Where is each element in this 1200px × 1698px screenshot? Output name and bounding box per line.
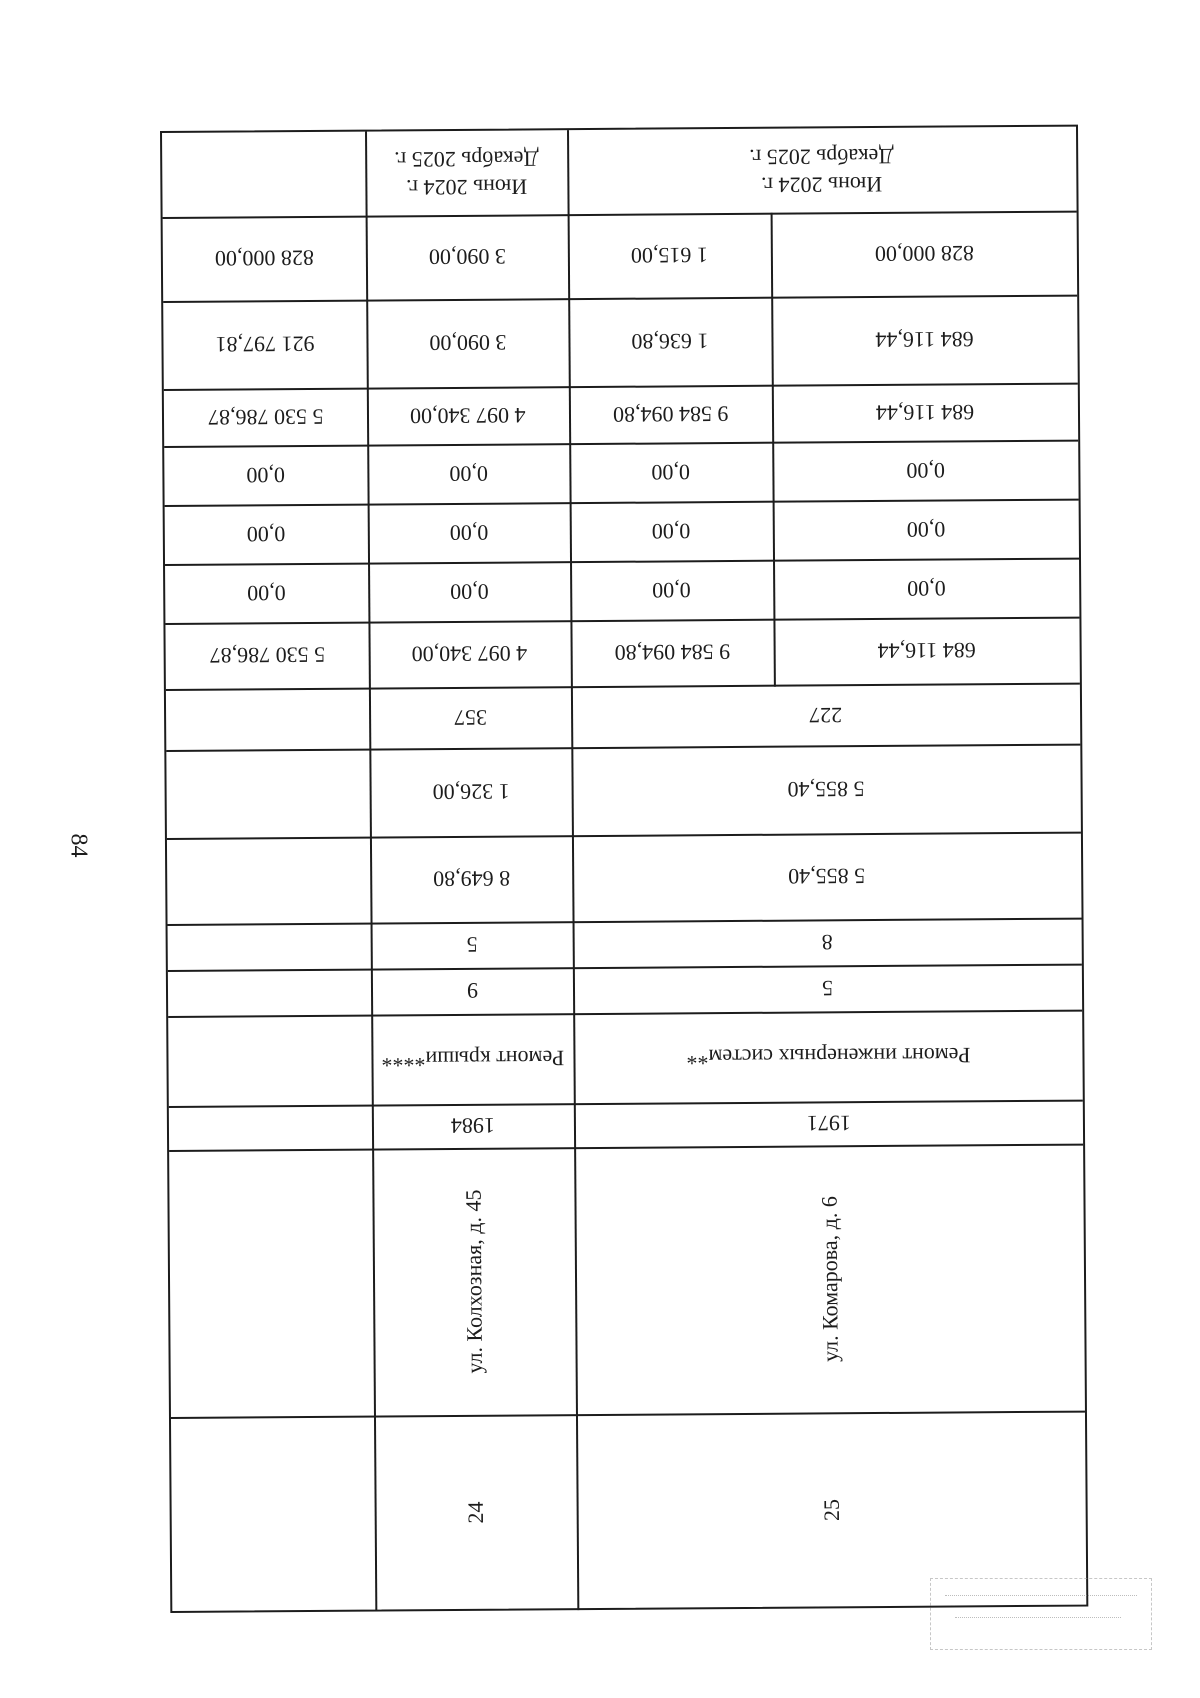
sum-r5-c3: 0,00 <box>651 518 691 544</box>
sum-r4-c2: 0,00 <box>449 460 488 487</box>
sum-r2-c2: 3 090,00 <box>428 330 507 356</box>
b24-address: ул. Колхозная, д. 45 <box>460 1189 487 1374</box>
b25-work-type: Ремонт инженерных систем** <box>685 1043 971 1071</box>
sum-r1-c3: 1 615,00 <box>630 242 708 269</box>
b24-area-total: 8 649,80 <box>432 866 510 892</box>
sum-r2-c3: 1 636,80 <box>631 328 709 355</box>
sum-r3-c4: 684 116,44 <box>875 399 975 426</box>
b25-year: 1971 <box>806 1110 851 1137</box>
sum-r3-c1: 5 530 786,87 <box>207 404 324 430</box>
b25-entrances: 8 <box>821 930 833 956</box>
stamp-mark <box>930 1578 1152 1650</box>
sum-r5-c1: 0,00 <box>246 521 286 547</box>
sum-r1-c1: 828 000,00 <box>214 245 314 272</box>
sum-r2-c1: 921 797,81 <box>215 331 315 358</box>
sum-r6-c1: 0,00 <box>247 580 287 606</box>
sum-r7-c1: 5 530 786,87 <box>209 642 326 669</box>
b25-number: 25 <box>818 1499 844 1522</box>
works-table <box>160 125 1088 1613</box>
sum-r4-c1: 0,00 <box>246 462 286 488</box>
b24-number: 24 <box>462 1501 488 1524</box>
sum-r6-c3: 0,00 <box>652 577 692 603</box>
sum-r7-c2: 4 097 340,00 <box>411 641 528 668</box>
b24-entrances: 5 <box>466 932 478 958</box>
sum-r7-c3: 9 584 094,80 <box>614 639 730 666</box>
b25-residents: 227 <box>809 702 843 728</box>
b24-floors: 9 <box>466 978 478 1004</box>
header-period-a: Июнь 2024 г. Декабрь 2025 г. <box>393 146 539 200</box>
sum-r4-c3: 0,00 <box>651 459 691 485</box>
sum-r7-c4: 684 116,44 <box>877 638 976 664</box>
sum-r2-c4: 684 116,44 <box>875 327 974 353</box>
sum-r3-c2: 4 097 340,00 <box>410 402 526 429</box>
b24-area-living: 1 326,00 <box>432 779 510 805</box>
sum-r6-c4: 0,00 <box>906 575 946 602</box>
b25-address: ул. Комарова, д. 6 <box>816 1195 843 1362</box>
page-number: 84 <box>65 833 92 858</box>
sum-r5-c4: 0,00 <box>906 516 946 543</box>
sum-r1-c2: 3 090,00 <box>428 244 506 270</box>
sum-r5-c2: 0,00 <box>449 519 489 546</box>
sum-r4-c4: 0,00 <box>906 457 945 484</box>
b25-floors: 5 <box>821 976 834 1002</box>
b25-area-total: 5 855,40 <box>788 863 866 890</box>
b25-area-living: 5 855,40 <box>787 776 865 803</box>
sum-r1-c4: 828 000,00 <box>874 241 974 267</box>
b24-residents: 357 <box>453 704 487 731</box>
b24-year: 1984 <box>450 1113 496 1139</box>
b24-work-type: Ремонт крыши**** <box>381 1045 564 1073</box>
sum-r6-c2: 0,00 <box>449 578 489 605</box>
sum-r3-c3: 9 584 094,80 <box>612 401 729 428</box>
header-period-b: Июнь 2024 г. Декабрь 2025 г. <box>749 143 895 198</box>
